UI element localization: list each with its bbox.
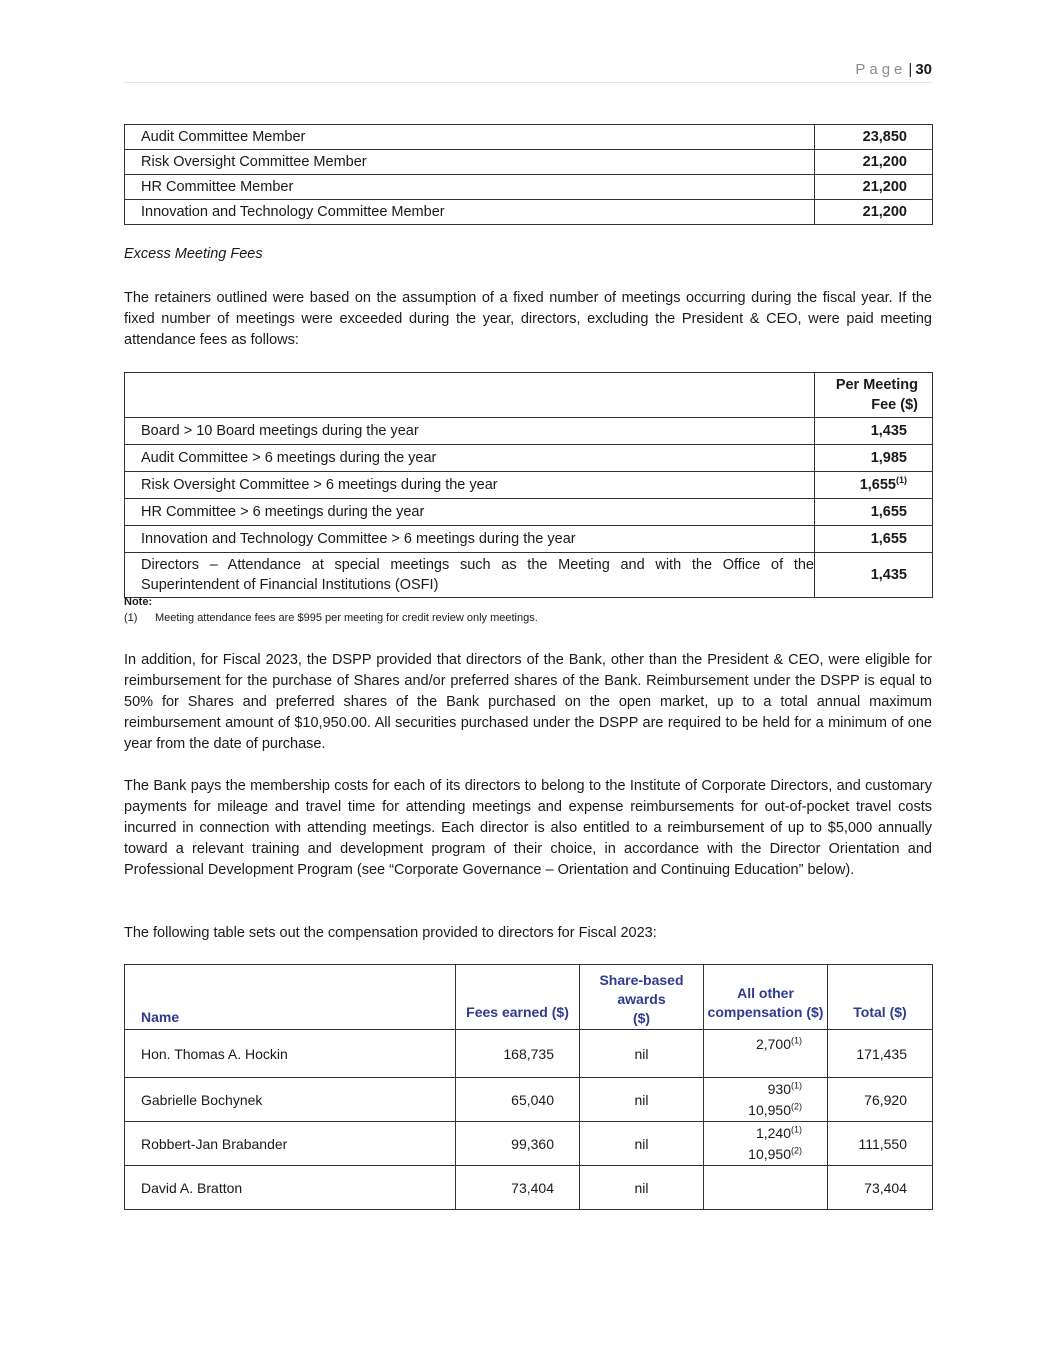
table-row — [125, 418, 933, 445]
header-fees-earned: Fees earned ($) — [456, 965, 580, 1030]
all-other-compensation — [704, 1030, 828, 1078]
table-row — [125, 1166, 933, 1210]
header-line: ($) — [632, 1010, 651, 1026]
header-line: Per Meeting — [835, 377, 918, 393]
total: 73,404 — [828, 1166, 933, 1210]
footnote-ref: (1) — [791, 1123, 802, 1134]
table-row — [125, 175, 933, 200]
table-row — [125, 1122, 933, 1166]
value-text: 1,655 — [870, 531, 907, 547]
row-label: HR Committee > 6 meetings during the year — [125, 499, 815, 526]
table-header-row — [125, 373, 933, 418]
row-value — [815, 418, 933, 445]
header-share-based-awards — [580, 965, 704, 1030]
footnote-ref: (1) — [791, 1079, 802, 1090]
row-value — [815, 553, 933, 598]
table-header-row — [125, 965, 933, 1030]
table-row — [125, 472, 933, 499]
row-value — [815, 499, 933, 526]
director-compensation-table — [124, 964, 933, 1210]
value-text: 1,655 — [870, 504, 907, 520]
header-name: Name — [125, 965, 456, 1030]
header-line: compensation ($) — [707, 1004, 824, 1020]
section-subheading: Excess Meeting Fees — [124, 246, 263, 262]
table-row — [125, 526, 933, 553]
row-value: 21,200 — [815, 175, 933, 200]
value-text: 1,985 — [870, 450, 907, 466]
header-line: awards — [617, 991, 666, 1007]
row-label: Innovation and Technology Committee > 6 meetings during the year — [125, 526, 815, 553]
row-value: 21,200 — [815, 150, 933, 175]
header-total: Total ($) — [828, 965, 933, 1030]
footnote-ref: (2) — [791, 1144, 802, 1155]
header-all-other-compensation — [704, 965, 828, 1030]
footnote — [124, 612, 538, 624]
row-value: 23,850 — [815, 125, 933, 150]
page-number: 30 — [915, 61, 932, 78]
page-header — [124, 58, 932, 83]
total: 111,550 — [828, 1122, 933, 1166]
meeting-fee-table — [124, 372, 933, 598]
footnote-text: Meeting attendance fees are $995 per meeting for credit review only meetings. — [155, 612, 538, 624]
header-per-meeting-fee — [815, 373, 933, 418]
other-value: 1,240 — [755, 1124, 791, 1141]
retainer-table — [124, 124, 933, 225]
all-other-compensation — [704, 1122, 828, 1166]
row-label: Audit Committee Member — [125, 125, 815, 150]
fees-earned: 73,404 — [456, 1166, 580, 1210]
footnote-ref: (1) — [791, 1035, 802, 1046]
table-row — [125, 499, 933, 526]
director-name: Robbert-Jan Brabander — [125, 1122, 456, 1166]
value-text: 1,435 — [870, 567, 907, 583]
total: 76,920 — [828, 1078, 933, 1122]
director-name: Gabrielle Bochynek — [125, 1078, 456, 1122]
row-label: Board > 10 Board meetings during the year — [125, 418, 815, 445]
all-other-compensation — [704, 1078, 828, 1122]
page-separator: | — [908, 61, 913, 78]
other-value: 10,950 — [748, 1145, 791, 1162]
table-row — [125, 200, 933, 225]
table-intro-paragraph: The following table sets out the compensation provided to directors for Fiscal 2023: — [124, 925, 657, 941]
dspp-paragraph: In addition, for Fiscal 2023, the DSPP provided that directors of the Bank, other than the President & CEO, were eligible for reimbursement for the purchase of Shares and/or preferred shares of the Bank. Reimbursement under the DSPP is equal to 50% for Shares and preferred shares of the Bank purchased on the open market, up to a total annual maximum reimbursement amount of $10,950.00. All securities purchased under the DSPP are required to be held for a minimum of one year from the date of purchase. — [124, 652, 932, 752]
excess-intro-paragraph: The retainers outlined were based on the assumption of a fixed number of meetings occurring during the fiscal year. If the fixed number of meetings were exceeded during the year, directors, excluding the President & CEO, were paid meeting attendance fees as follows: — [124, 290, 932, 348]
fees-earned: 65,040 — [456, 1078, 580, 1122]
row-value — [815, 472, 933, 499]
header-line: Fee ($) — [871, 397, 918, 413]
fees-earned: 168,735 — [456, 1030, 580, 1078]
other-value: 2,700 — [755, 1036, 791, 1052]
table-row — [125, 125, 933, 150]
note-label: Note: — [124, 596, 153, 608]
row-label: Risk Oversight Committee Member — [125, 150, 815, 175]
all-other-compensation — [704, 1166, 828, 1210]
share-based-awards: nil — [580, 1030, 704, 1078]
row-value: 21,200 — [815, 200, 933, 225]
footnote-number: (1) — [124, 612, 138, 624]
director-name: Hon. Thomas A. Hockin — [125, 1030, 456, 1078]
table-row — [125, 1030, 933, 1078]
table-row — [125, 445, 933, 472]
value-text: 1,435 — [870, 423, 907, 439]
row-label: Risk Oversight Committee > 6 meetings during the year — [125, 472, 815, 499]
header-blank — [125, 373, 815, 418]
row-label: Innovation and Technology Committee Member — [125, 200, 815, 225]
total: 171,435 — [828, 1030, 933, 1078]
row-label: Audit Committee > 6 meetings during the year — [125, 445, 815, 472]
other-value: 10,950 — [748, 1101, 791, 1118]
table-row — [125, 150, 933, 175]
director-name: David A. Bratton — [125, 1166, 456, 1210]
row-label: HR Committee Member — [125, 175, 815, 200]
value-text: 1,655 — [859, 477, 896, 493]
fees-earned: 99,360 — [456, 1122, 580, 1166]
share-based-awards: nil — [580, 1166, 704, 1210]
other-value: 930 — [767, 1080, 791, 1097]
header-line: Share-based — [599, 972, 684, 988]
row-value — [815, 445, 933, 472]
share-based-awards: nil — [580, 1122, 704, 1166]
footnote-ref: (1) — [896, 475, 907, 486]
row-label: Directors – Attendance at special meetings such as the Meeting and with the Office of the Superintendent of Financial Institutions (OSFI) — [125, 553, 815, 598]
table-row — [125, 553, 933, 598]
header-line: All other — [737, 985, 794, 1001]
membership-paragraph: The Bank pays the membership costs for each of its directors to belong to the Institute of Corporate Directors, and customary payments for mileage and travel time for attending meetings and expense reimbursements for out-of-pocket travel costs incurred in connection with attending meetings. Each director is also entitled to a reimbursement of up to $5,000 annually toward a relevant training and development program of their choice, in accordance with the Director Orientation and Professional Development Program (see “Corporate Governance – Orientation and Continuing Education” below). — [124, 778, 932, 878]
page-label: Page — [855, 61, 907, 78]
row-value — [815, 526, 933, 553]
footnote-ref: (2) — [791, 1100, 802, 1111]
table-row — [125, 1078, 933, 1122]
share-based-awards: nil — [580, 1078, 704, 1122]
